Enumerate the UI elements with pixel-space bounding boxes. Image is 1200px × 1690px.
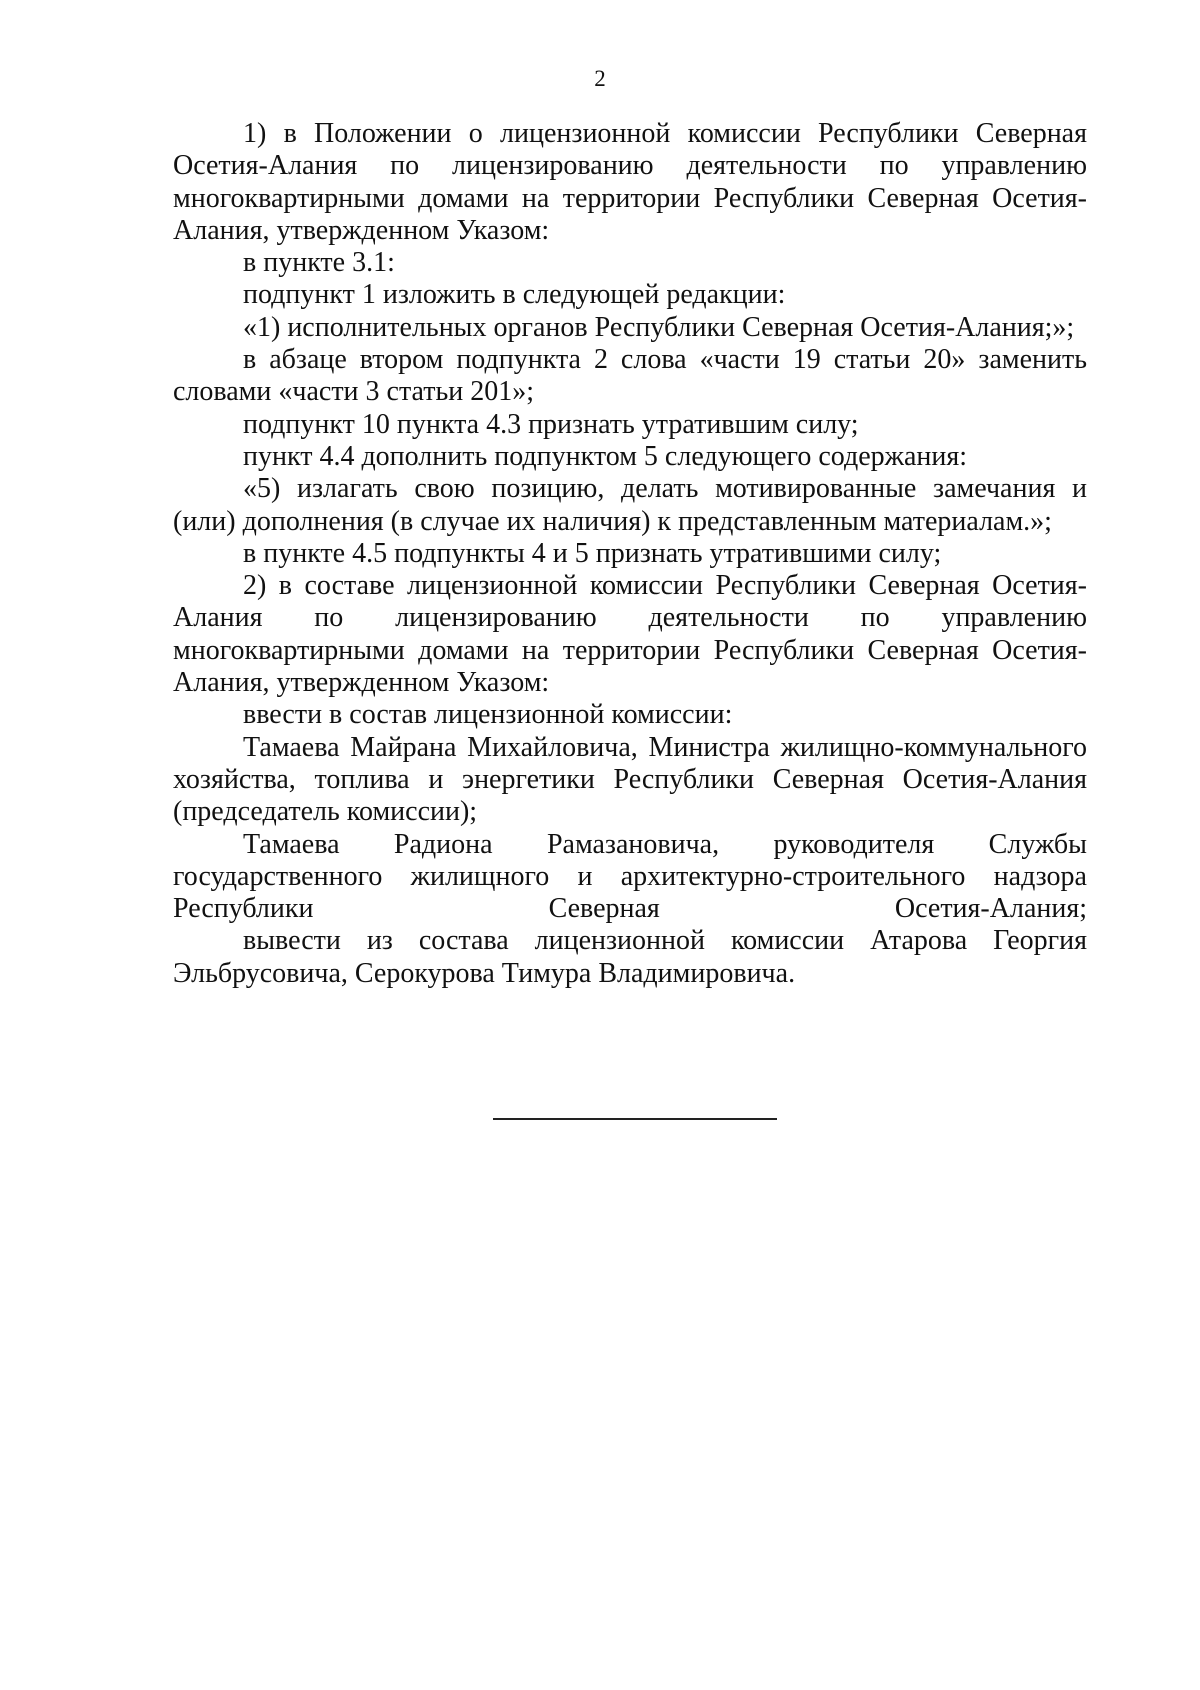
paragraph-member-tamaev-radion: Тамаева Радиона Рамазановича, руководителя Службы государственного жилищного и архитектурно-строительного надзора Республики Северная Осетия-Алания;: [173, 828, 1087, 925]
paragraph-remove-members: вывести из состава лицензионной комиссии Атарова Георгия Эльбрусовича, Серокурова Тимура Владимировича.: [173, 925, 1087, 989]
paragraph-subpoint-2-amendment: в абзаце втором подпункта 2 слова «части 19 статьи 20» заменить словами «части 3 статьи 201»;: [173, 344, 1087, 408]
paragraph-point-4-4: пункт 4.4 дополнить подпунктом 5 следующего содержания:: [243, 440, 968, 472]
paragraph-member-tamaev-mairan: Тамаева Майрана Михайловича, Министра жилищно-коммунального хозяйства, топлива и энергетики Республики Северная Осетия-Алания (председатель комиссии);: [173, 731, 1087, 828]
paragraph-quoted-subpoint-5: «5) излагать свою позицию, делать мотивированные замечания и (или) дополнения (в случае их наличия) к представленным материалам.»;: [173, 473, 1087, 537]
paragraph-subpoint-10-repeal: подпункт 10 пункта 4.3 признать утратившим силу;: [243, 408, 859, 440]
paragraph-point-4-5-repeal: в пункте 4.5 подпункты 4 и 5 признать утратившими силу;: [243, 537, 942, 569]
end-of-text-divider: [493, 1118, 777, 1120]
paragraph-item-2: 2) в составе лицензионной комиссии Республики Северная Осетия-Алания по лицензированию деятельности по управлению многоквартирными домами на территории Республики Северная Осетия-Алания, утвержденном Указом:: [173, 570, 1087, 699]
paragraph-add-members: ввести в состав лицензионной комиссии:: [243, 699, 733, 731]
paragraph-item-1: 1) в Положении о лицензионной комиссии Республики Северная Осетия-Алания по лицензированию деятельности по управлению многоквартирными домами на территории Республики Северная Осетия-Алания, утвержденном Указом:: [173, 118, 1087, 246]
paragraph-point-3-1: в пункте 3.1:: [243, 247, 395, 279]
paragraph-subpoint-1: подпункт 1 изложить в следующей редакции:: [243, 279, 786, 311]
page-number: 2: [594, 66, 606, 91]
paragraph-quoted-subpoint-1: «1) исполнительных органов Республики Северная Осетия-Алания;»;: [243, 311, 1075, 343]
document-body: [173, 118, 1087, 990]
